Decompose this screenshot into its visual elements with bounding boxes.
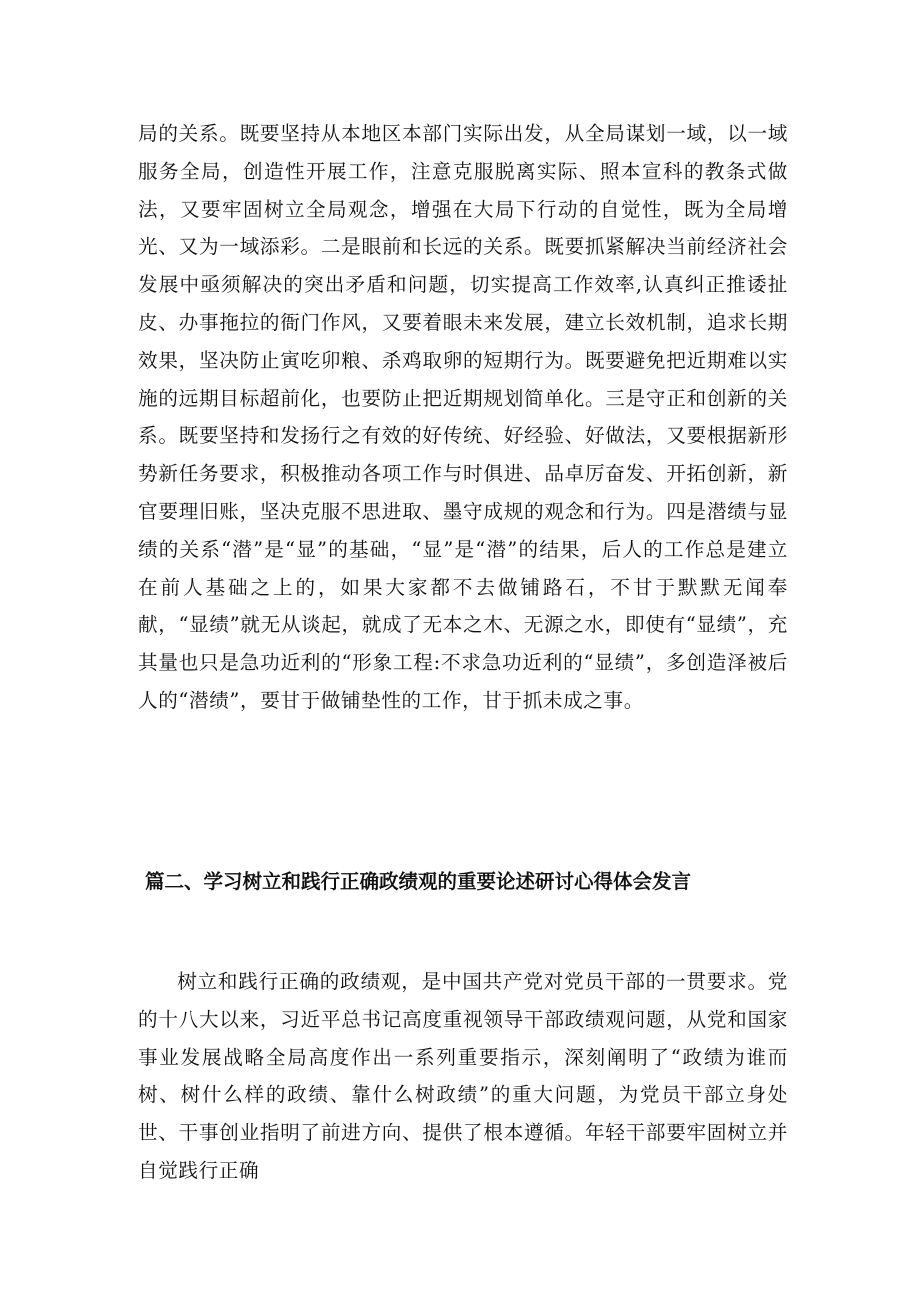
body-paragraph-continued: 局的关系。既要坚持从本地区本部门实际出发，从全局谋划一域，以一域服务全局，创造性开展工作，注意克服脱离实际、照本宣科的教条式做法，又要牢固树立全局观念，增强在大局下行动的自觉性，既为全局增光、又为一域添彩。二是眼前和长远的关系。既要抓紧解决当前经济社会发展中亟须解决的突出矛盾和问题，切实提高工作效率,认真纠正推诿扯皮、办事拖拉的衙门作风，又要着眼未来发展，建立长效机制，追求长期效果，坚决防止寅吃卯粮、杀鸡取卵的短期行为。既要避免把近期难以实施的远期目标超前化，也要防止把近期规划简单化。三是守正和创新的关系。既要坚持和发扬行之有效的好传统、好经验、好做法，又要根据新形势新任务要求，积极推动各项工作与时俱进、品卓厉奋发、开拓创新，新官要理旧账，坚决克服不思进取、墨守成规的观念和行为。四是潜绩与显绩的关系“潜”是“显”的基础，“显”是“潜”的结果，后人的工作总是建立在前人基础之上的，如果大家都不去做铺路石，不甘于默默无闻奉献，“显绩”就无从谈起，就成了无本之木、无源之水，即使有“显绩”，充其量也只是急功近利的“形象工程:不求急功近利的“显绩”，多创造泽被后人的“潜绩”，要甘于做铺垫性的工作，甘于抓未成之事。	[138, 122, 788, 712]
section-heading: 篇二、学习树立和践行正确政绩观的重要论述研讨心得体会发言	[145, 870, 692, 893]
body-paragraph-intro: 树立和践行正确的政绩观，是中国共产党对党员干部的一贯要求。党的十八大以来，习近平总书记高度重视领导干部政绩观问题，从党和国家事业发展战略全局高度作出一系列重要指示，深刻阐明了“政绩为谁而树、树什么样的政绩、靠什么树政绩”的重大问题，为党员干部立身处世、干事创业指明了前进方向、提供了根本遵循。年轻干部要牢固树立并自觉践行正确	[138, 970, 788, 1182]
